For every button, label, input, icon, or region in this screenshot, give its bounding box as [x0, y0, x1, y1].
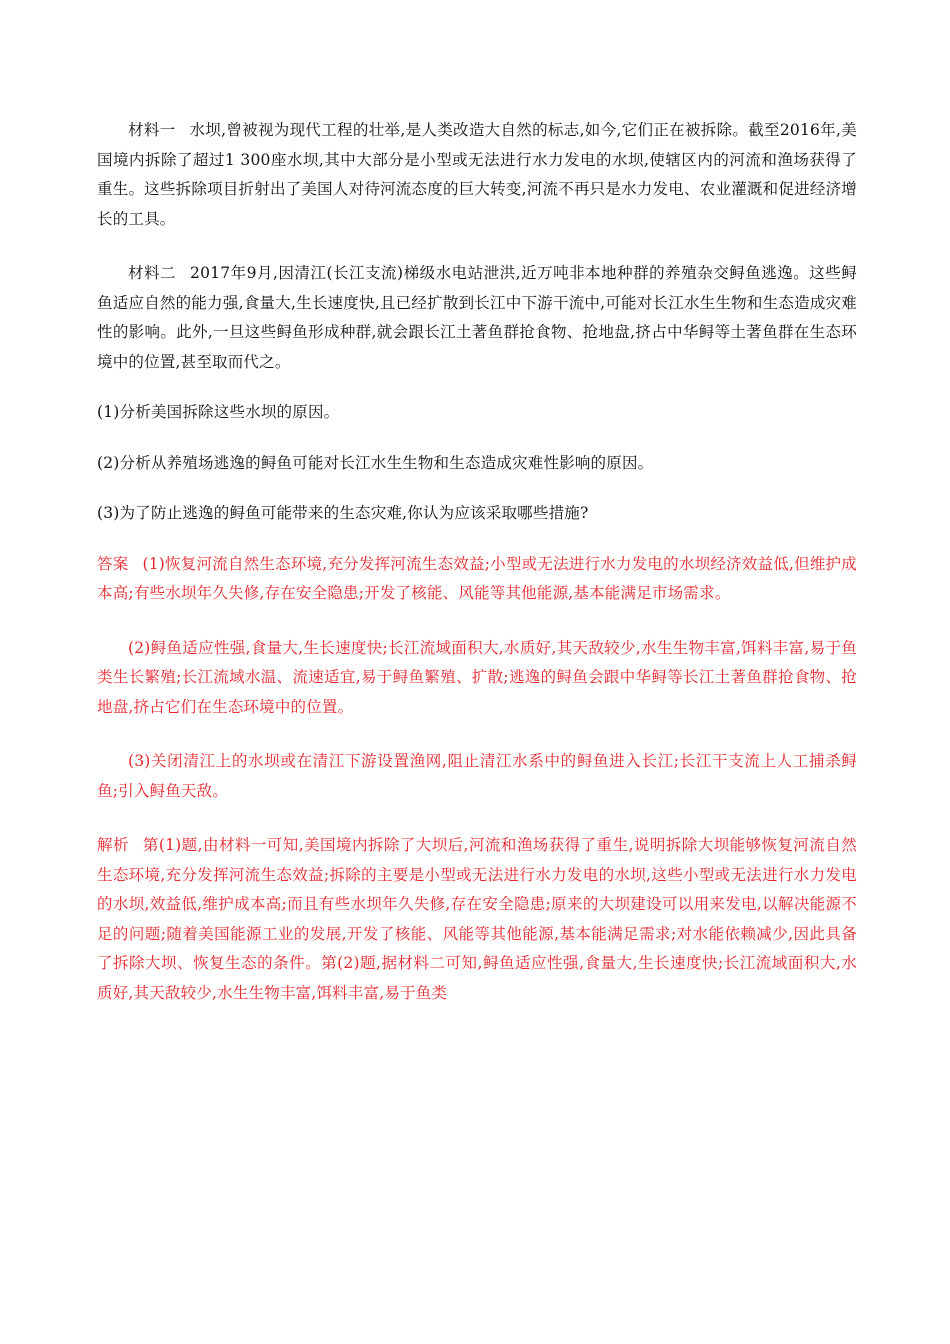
analysis-label: 解析 [97, 836, 129, 854]
answer-label: 答案 [97, 554, 129, 573]
material-two-text: 2017年9月,因清江(长江支流)梯级水电站泄洪,近万吨非本地种群的养殖杂交鲟鱼逃逸。这些鲟鱼适应自然的能力强,食量大,生长速度快,且已经扩散到长江中下游干流中,可能对长江水生生物和生态造成灾难性的影响。此外,一旦这些鲟鱼形成种群,就会跟长江土著鱼群抢食物、抢地盘,挤占中华鲟等土著鱼群在生态环境中的位置,甚至取而代之。 [97, 264, 857, 371]
answer-part-1 [97, 550, 857, 609]
material-two [97, 259, 857, 377]
answer-part-1-text: (1)恢复河流自然生态环境,充分发挥河流生态效益;小型或无法进行水力发电的水坝经济效益低,但维护成本高;有些水坝年久失修,存在安全隐患;开发了核能、风能等其他能源,基本能满足市场需求。 [97, 554, 857, 602]
material-one-label: 材料一 [128, 121, 176, 139]
answer-part-3: (3)关闭清江上的水坝或在清江下游设置渔网,阻止清江水系中的鲟鱼进入长江;长江干支流上人工捕杀鲟鱼;引入鲟鱼天敌。 [97, 752, 857, 800]
question-1: (1)分析美国拆除这些水坝的原因。 [97, 403, 340, 421]
material-two-label: 材料二 [128, 264, 177, 282]
answer-part-2: (2)鲟鱼适应性强,食量大,生长速度快;长江流域面积大,水质好,其天敌较少,水生生物丰富,饵料丰富,易于鱼类生长繁殖;长江流域水温、流速适宜,易于鲟鱼繁殖、扩散;逃逸的鲟鱼会跟中华鲟等长江土著鱼群抢食物、抢地盘,挤占它们在生态环境中的位置。 [97, 638, 857, 716]
analysis [97, 831, 857, 1008]
analysis-text: 第(1)题,由材料一可知,美国境内拆除了大坝后,河流和渔场获得了重生,说明拆除大坝能够恢复河流自然生态环境,充分发挥河流生态效益;拆除的主要是小型或无法进行水力发电的水坝,这些小型或无法进行水力发电的水坝,效益低,维护成本高;而且有些水坝年久失修,存在安全隐患;原来的大坝建设可以用来发电,以解决能源不足的问题;随着美国能源工业的发展,开发了核能、风能等其他能源,基本能满足需求;对水能依赖减少,因此具备了拆除大坝、恢复生态的条件。第(2)题,据材料二可知,鲟鱼适应性强,食量大,生长速度快;长江流域面积大,水质好,其天敌较少,水生生物丰富,饵料丰富,易于鱼类 [97, 836, 857, 1002]
document-page [97, 116, 857, 1008]
question-2: (2)分析从养殖场逃逸的鲟鱼可能对长江水生生物和生态造成灾难性影响的原因。 [97, 453, 654, 472]
material-one-text: 水坝,曾被视为现代工程的壮举,是人类改造大自然的标志,如今,它们正在被拆除。截至2016年,美国境内拆除了超过1 300座水坝,其中大部分是小型或无法进行水力发电的水坝,使辖区内的河流和渔场获得了重生。这些拆除项目折射出了美国人对待河流态度的巨大转变,河流不再只是水力发电、农业灌溉和促进经济增长的工具。 [97, 121, 857, 228]
material-one [97, 116, 857, 234]
question-3: (3)为了防止逃逸的鲟鱼可能带来的生态灾难,你认为应该采取哪些措施? [97, 504, 589, 522]
